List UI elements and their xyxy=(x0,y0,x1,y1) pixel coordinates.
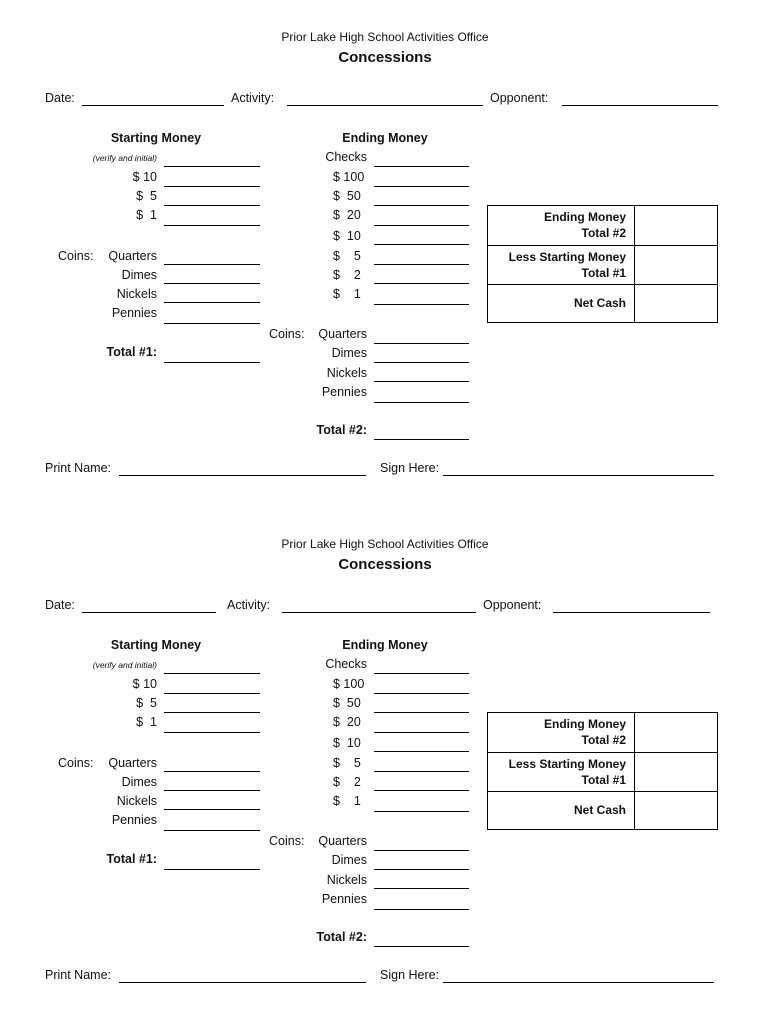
ending-money-cell[interactable] xyxy=(634,713,719,752)
end-pennies-field[interactable] xyxy=(374,909,469,910)
start-pennies-label: Pennies xyxy=(111,813,157,827)
start-quarters-field[interactable] xyxy=(164,771,260,772)
end-bill-10-field[interactable] xyxy=(374,751,469,752)
total-1-field[interactable] xyxy=(164,362,260,363)
ending-money-cell[interactable] xyxy=(634,206,719,245)
ending-money-heading: Ending Money xyxy=(342,131,428,145)
end-bill-20-field[interactable] xyxy=(374,225,469,226)
end-bill-2-field[interactable] xyxy=(374,790,469,791)
ending-money-row-label: Ending Money Total #2 xyxy=(544,717,626,747)
end-dimes-label: Dimes xyxy=(331,853,367,867)
end-bill-10-label: $ 10 xyxy=(333,736,361,750)
total-2-field[interactable] xyxy=(374,439,469,440)
end-bill-2-label: $ 2 xyxy=(333,775,361,789)
end-bill-20-label: $ 20 xyxy=(333,208,361,222)
end-bill-5-field[interactable] xyxy=(374,771,469,772)
start-bill-1-label: $ 1 xyxy=(136,208,157,222)
sign-here-label: Sign Here: xyxy=(380,968,440,982)
start-nickels-field[interactable] xyxy=(164,302,260,303)
opponent-field[interactable] xyxy=(562,105,718,106)
ending-money-row-label: Ending Money Total #2 xyxy=(544,210,626,240)
activity-field[interactable] xyxy=(282,612,476,613)
concessions-form-1 xyxy=(0,0,770,500)
less-starting-row-label: Less Starting Money Total #1 xyxy=(508,757,626,787)
opponent-field[interactable] xyxy=(553,612,710,613)
net-cash-row xyxy=(488,285,717,322)
end-bill-100-field[interactable] xyxy=(374,186,469,187)
net-cash-cell[interactable] xyxy=(634,792,719,829)
start-quarters-label: Quarters xyxy=(108,756,157,770)
end-bill-50-field[interactable] xyxy=(374,712,469,713)
office-name: Prior Lake High School Activities Office xyxy=(281,537,489,551)
starting-money-heading: Starting Money xyxy=(110,131,202,145)
start-quarters-field[interactable] xyxy=(164,264,260,265)
start-bill-5-field[interactable] xyxy=(164,205,260,206)
start-bill-10-field[interactable] xyxy=(164,693,260,694)
end-quarters-field[interactable] xyxy=(374,343,469,344)
end-nickels-label: Nickels xyxy=(326,873,367,887)
start-bill-5-label: $ 5 xyxy=(136,189,157,203)
net-cash-label: Net Cash xyxy=(573,296,626,310)
total-1-label: Total #1: xyxy=(106,852,157,866)
end-dimes-label: Dimes xyxy=(331,346,367,360)
start-bill-10-field[interactable] xyxy=(164,186,260,187)
start-pennies-field[interactable] xyxy=(164,323,260,324)
start-bill-5-field[interactable] xyxy=(164,712,260,713)
verify-note: (verify and initial) xyxy=(92,153,157,163)
activity-field[interactable] xyxy=(287,105,483,106)
start-pennies-label: Pennies xyxy=(111,306,157,320)
end-bill-1-label: $ 1 xyxy=(333,287,361,301)
end-bill-100-label: $ 100 xyxy=(333,677,365,691)
end-bill-5-label: $ 5 xyxy=(333,756,361,770)
end-bill-1-label: $ 1 xyxy=(333,794,361,808)
ending-money-heading: Ending Money xyxy=(342,638,428,652)
date-label: Date: xyxy=(45,91,75,105)
end-nickels-field[interactable] xyxy=(374,888,469,889)
opponent-label: Opponent: xyxy=(490,91,549,105)
verify-field[interactable] xyxy=(164,673,260,674)
end-bill-10-label: $ 10 xyxy=(333,229,361,243)
end-bill-5-field[interactable] xyxy=(374,264,469,265)
checks-label: Checks xyxy=(325,150,367,164)
net-cash-row xyxy=(488,792,717,829)
sign-here-field[interactable] xyxy=(443,982,714,983)
start-nickels-label: Nickels xyxy=(116,794,157,808)
end-dimes-field[interactable] xyxy=(374,362,469,363)
total-2-label: Total #2: xyxy=(316,930,367,944)
ending-money-row xyxy=(488,206,717,246)
start-nickels-field[interactable] xyxy=(164,809,260,810)
end-nickels-field[interactable] xyxy=(374,381,469,382)
end-bill-50-field[interactable] xyxy=(374,205,469,206)
end-bill-5-label: $ 5 xyxy=(333,249,361,263)
activity-label: Activity: xyxy=(227,598,271,612)
date-field[interactable] xyxy=(82,105,224,106)
activity-label: Activity: xyxy=(231,91,275,105)
end-coins-label: Coins: xyxy=(269,327,305,341)
end-dimes-field[interactable] xyxy=(374,869,469,870)
start-bill-1-label: $ 1 xyxy=(136,715,157,729)
end-pennies-label: Pennies xyxy=(321,892,367,906)
start-dimes-field[interactable] xyxy=(164,790,260,791)
end-bill-1-field[interactable] xyxy=(374,811,469,812)
start-dimes-label: Dimes xyxy=(121,775,157,789)
less-starting-cell[interactable] xyxy=(634,246,719,284)
end-quarters-field[interactable] xyxy=(374,850,469,851)
end-bill-50-label: $ 50 xyxy=(333,189,361,203)
start-coins-label: Coins: xyxy=(58,756,94,770)
end-pennies-label: Pennies xyxy=(321,385,367,399)
verify-note: (verify and initial) xyxy=(92,660,157,670)
end-bill-1-field[interactable] xyxy=(374,304,469,305)
net-cash-cell[interactable] xyxy=(634,285,719,322)
end-bill-2-label: $ 2 xyxy=(333,268,361,282)
end-nickels-label: Nickels xyxy=(326,366,367,380)
total-2-label: Total #2: xyxy=(316,423,367,437)
end-bill-100-label: $ 100 xyxy=(333,170,365,184)
date-field[interactable] xyxy=(82,612,216,613)
checks-label: Checks xyxy=(325,657,367,671)
start-quarters-label: Quarters xyxy=(108,249,157,263)
start-bill-10-label: $ 10 xyxy=(132,677,157,691)
print-name-label: Print Name: xyxy=(45,968,111,982)
start-bill-5-label: $ 5 xyxy=(136,696,157,710)
total-1-field[interactable] xyxy=(164,869,260,870)
end-quarters-label: Quarters xyxy=(318,834,367,848)
summary-box xyxy=(487,205,718,323)
start-bill-10-label: $ 10 xyxy=(132,170,157,184)
end-pennies-field[interactable] xyxy=(374,402,469,403)
opponent-label: Opponent: xyxy=(483,598,542,612)
summary-box xyxy=(487,712,718,830)
end-quarters-label: Quarters xyxy=(318,327,367,341)
less-starting-row xyxy=(488,753,717,792)
checks-field[interactable] xyxy=(374,673,469,674)
end-bill-10-field[interactable] xyxy=(374,244,469,245)
concessions-form-2 xyxy=(0,507,770,1007)
sign-here-label: Sign Here: xyxy=(380,461,440,475)
checks-field[interactable] xyxy=(374,166,469,167)
total-2-field[interactable] xyxy=(374,946,469,947)
end-bill-100-field[interactable] xyxy=(374,693,469,694)
form-title: Concessions xyxy=(338,49,432,66)
print-name-field[interactable] xyxy=(119,475,366,476)
end-coins-label: Coins: xyxy=(269,834,305,848)
form-title: Concessions xyxy=(338,556,432,573)
start-bill-1-field[interactable] xyxy=(164,732,260,733)
start-dimes-label: Dimes xyxy=(121,268,157,282)
net-cash-label: Net Cash xyxy=(573,803,626,817)
start-dimes-field[interactable] xyxy=(164,283,260,284)
sign-here-field[interactable] xyxy=(443,475,714,476)
end-bill-20-field[interactable] xyxy=(374,732,469,733)
office-name: Prior Lake High School Activities Office xyxy=(281,30,489,44)
ending-money-row xyxy=(488,713,717,753)
end-bill-2-field[interactable] xyxy=(374,283,469,284)
end-bill-20-label: $ 20 xyxy=(333,715,361,729)
less-starting-row xyxy=(488,246,717,285)
less-starting-cell[interactable] xyxy=(634,753,719,791)
verify-field[interactable] xyxy=(164,166,260,167)
print-name-label: Print Name: xyxy=(45,461,111,475)
print-name-field[interactable] xyxy=(119,982,366,983)
total-1-label: Total #1: xyxy=(106,345,157,359)
start-bill-1-field[interactable] xyxy=(164,225,260,226)
date-label: Date: xyxy=(45,598,75,612)
starting-money-heading: Starting Money xyxy=(110,638,202,652)
start-nickels-label: Nickels xyxy=(116,287,157,301)
end-bill-50-label: $ 50 xyxy=(333,696,361,710)
start-pennies-field[interactable] xyxy=(164,830,260,831)
less-starting-row-label: Less Starting Money Total #1 xyxy=(508,250,626,280)
start-coins-label: Coins: xyxy=(58,249,94,263)
